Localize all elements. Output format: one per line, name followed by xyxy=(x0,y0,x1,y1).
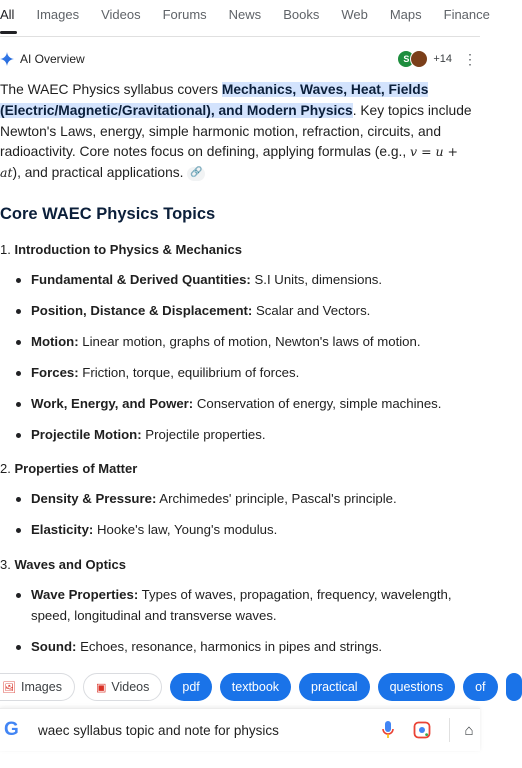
ai-overview-header xyxy=(0,46,480,72)
section-number: 2. xyxy=(0,461,11,476)
item-text: Linear motion, graphs of motion, Newton's laws of motion. xyxy=(78,334,421,349)
item-text: S.I Units, dimensions. xyxy=(250,272,383,287)
search-tabs xyxy=(0,0,490,37)
list-item xyxy=(0,585,478,626)
item-term: Work, Energy, and Power: xyxy=(31,396,194,411)
item-term: Projectile Motion: xyxy=(31,427,142,442)
link-icon[interactable]: 🔗 xyxy=(187,167,205,181)
suggestion-chips xyxy=(0,673,486,701)
source-favicons[interactable] xyxy=(397,50,428,68)
ai-overview-text xyxy=(0,80,478,184)
search-bar[interactable] xyxy=(0,708,480,751)
section-1-list xyxy=(0,270,478,446)
tab-books[interactable]: Books xyxy=(283,7,320,22)
item-term: Motion: xyxy=(31,334,79,349)
item-term: Wave Properties: xyxy=(31,587,139,602)
item-text: Hooke's law, Young's modulus. xyxy=(93,522,278,537)
chip-videos[interactable] xyxy=(83,673,162,701)
list-item xyxy=(0,394,478,415)
overview-highlight[interactable]: Mechanics, Waves, Heat, Fields (Electric/Magnetic/Gravitational), and Modern Physics xyxy=(0,82,429,118)
section-2-list xyxy=(0,489,478,541)
list-item xyxy=(0,425,478,446)
chip-textbook[interactable]: textbook xyxy=(220,673,291,701)
item-term: Density & Pressure: xyxy=(31,491,157,506)
image-icon: 🖼 xyxy=(2,681,16,694)
tab-finance[interactable]: Finance xyxy=(443,7,490,22)
item-text: Echoes, resonance, harmonics in pipes and strings. xyxy=(76,638,383,654)
item-text: Friction, torque, equilibrium of forces. xyxy=(78,365,300,380)
item-text: Types of waves, propagation, frequency, wavelength, speed, longitudinal and transverse waves. xyxy=(31,587,452,623)
google-logo-icon xyxy=(4,719,26,741)
item-term: Elasticity: xyxy=(31,522,94,537)
section-number: 3. xyxy=(0,557,11,572)
ai-overview-title: AI Overview xyxy=(20,52,85,66)
list-item xyxy=(0,332,478,353)
section-3-title xyxy=(0,557,126,572)
chip-label: Videos xyxy=(111,680,150,694)
section-3-list xyxy=(0,585,478,657)
source-favicon-2 xyxy=(410,50,428,68)
section-1-title xyxy=(0,242,242,257)
chip-practical[interactable]: practical xyxy=(299,673,370,701)
section-heading: Core WAEC Physics Topics xyxy=(0,205,216,223)
item-term: Fundamental & Derived Quantities: xyxy=(31,272,251,287)
video-icon: ▣ xyxy=(95,681,107,694)
item-term: Sound: xyxy=(31,638,77,654)
item-text: Archimedes' principle, Pascal's principle. xyxy=(156,491,397,506)
chip-more[interactable] xyxy=(506,673,522,701)
list-item xyxy=(0,301,478,322)
ai-overview-sources[interactable] xyxy=(397,46,480,72)
search-input[interactable]: waec syllabus topic and note for physics xyxy=(38,722,279,738)
list-item xyxy=(0,270,478,291)
chip-images[interactable] xyxy=(0,673,75,701)
chip-questions[interactable]: questions xyxy=(378,673,456,701)
section-2-title xyxy=(0,461,137,476)
list-item xyxy=(0,363,478,384)
list-item xyxy=(0,637,478,658)
chip-of[interactable]: of xyxy=(463,673,497,701)
overview-text-part3: ), and practical applications. xyxy=(12,165,184,181)
tab-news[interactable]: News xyxy=(228,7,262,22)
section-number: 1. xyxy=(0,242,11,257)
tab-videos[interactable]: Videos xyxy=(101,7,141,22)
home-icon[interactable]: ⌂ xyxy=(449,718,480,742)
tab-all[interactable]: All xyxy=(0,0,25,36)
tab-forums[interactable]: Forums xyxy=(162,7,207,22)
tab-maps[interactable]: Maps xyxy=(389,7,422,22)
ai-sparkle-icon xyxy=(0,52,14,66)
google-logo-letter: G xyxy=(4,719,19,740)
chip-pdf[interactable]: pdf xyxy=(170,673,211,701)
item-term: Position, Distance & Displacement: xyxy=(31,303,253,318)
list-item xyxy=(0,489,478,510)
tab-images[interactable]: Images xyxy=(36,7,80,22)
tab-web[interactable]: Web xyxy=(341,7,368,22)
item-text: Conservation of energy, simple machines. xyxy=(193,396,442,411)
source-favicon-s: S xyxy=(397,50,415,68)
section-title-text: Waves and Optics xyxy=(14,557,126,572)
list-item xyxy=(0,520,478,541)
more-options-icon[interactable]: ⋮ xyxy=(463,50,477,67)
chip-label: Images xyxy=(20,680,62,694)
google-lens-icon[interactable] xyxy=(413,721,431,739)
section-title-text: Introduction to Physics & Mechanics xyxy=(14,242,243,257)
microphone-icon[interactable] xyxy=(379,719,397,741)
overview-text-part2: . Key topics include Newton's Laws, energy, simple harmonic motion, refraction, circuits, and radioactivity. Core notes focus on defining, applying formulas (e.g., xyxy=(0,102,472,160)
overview-formula: v = u + at xyxy=(0,144,459,181)
sources-count[interactable]: +14 xyxy=(433,53,452,65)
item-text: Scalar and Vectors. xyxy=(252,303,371,318)
overview-text-part1: The WAEC Physics syllabus covers xyxy=(0,82,222,97)
section-title-text: Properties of Matter xyxy=(14,461,138,476)
item-text: Projectile properties. xyxy=(141,427,266,442)
item-term: Forces: xyxy=(31,365,79,380)
